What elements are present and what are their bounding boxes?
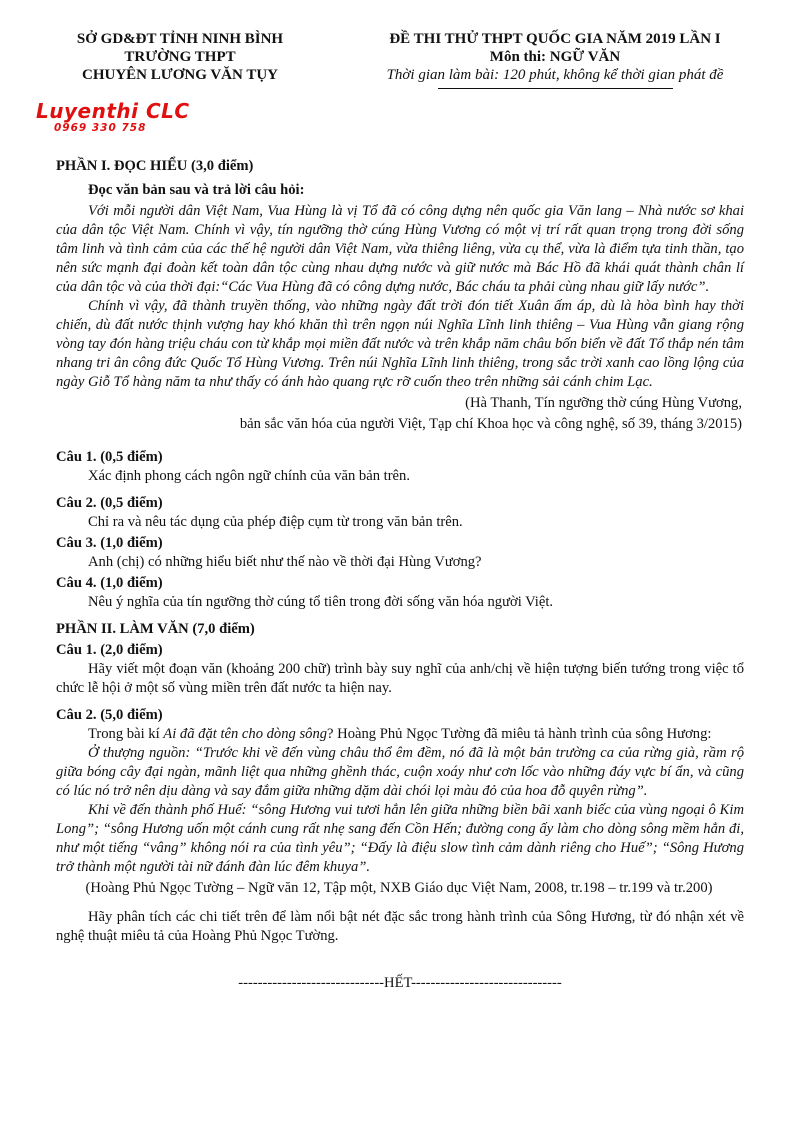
department-name: SỞ GD&ĐT TỈNH NINH BÌNH [76, 31, 284, 47]
part1-question-2-label: Câu 2. (0,5 điểm) [56, 495, 163, 511]
reading-citation-line2: bản sắc văn hóa của người Việt, Tạp chí Khoa học và công nghệ, số 39, tháng 3/2015) [239, 416, 742, 432]
part2-question-2-label: Câu 2. (5,0 điểm) [56, 707, 163, 723]
logo-name: Luyenthi CLC [36, 99, 190, 123]
exam-info-block [330, 30, 780, 89]
reading-citation-line1: (Hà Thanh, Tín ngưỡng thờ cúng Hùng Vương, [465, 395, 742, 411]
part1-instruction: Đọc văn bản sau và trả lời câu hỏi: [88, 182, 305, 198]
part2-citation: (Hoàng Phủ Ngọc Tường – Ngữ văn 12, Tập một, NXB Giáo dục Việt Nam, 2008, tr.198 – tr.199 và tr.200) [85, 880, 713, 896]
exam-title: ĐỀ THI THỬ THPT QUỐC GIA NĂM 2019 LẦN I [389, 31, 721, 47]
part2-quote-hue: Khi về đến thành phố Huế: “sông Hương vui tươi hẳn lên giữa những biền bãi xanh biếc của vùng ngoại ô Kim Long”; “sông Hương uốn một cánh cung rất nhẹ sang đến Cồn Hến; đường cong ấy làm cho dòng sông mềm hẳn đi, như một tiếng “vâng” không nói ra của tình yêu”; “Đấy là điệu slow tình cảm dành riêng cho Huế”; “Sông Hương trở thành một người tài nữ đánh đàn lúc đêm khuya”. [56, 802, 744, 875]
part2-task: Hãy phân tích các chi tiết trên để làm nổi bật nét đặc sắc trong hành trình của Sông Hương, từ đó nhận xét về nghệ thuật miêu tả của Hoàng Phủ Ngọc Tường. [56, 909, 744, 944]
part1-question-1-text: Xác định phong cách ngôn ngữ chính của văn bản trên. [88, 468, 410, 484]
part1-question-3-text: Anh (chị) có những hiểu biết như thế nào về thời đại Hùng Vương? [88, 554, 482, 570]
header-divider [438, 88, 673, 89]
part1-question-2-text: Chỉ ra và nêu tác dụng của phép điệp cụm từ trong văn bản trên. [88, 514, 463, 530]
watermark-logo [36, 100, 236, 134]
exam-content [56, 157, 744, 993]
part1-question-3-label: Câu 3. (1,0 điểm) [56, 535, 163, 551]
exam-time: Thời gian làm bài: 120 phút, không kể thời gian phát đề [386, 67, 724, 83]
reading-paragraph-2: Chính vì vậy, đã thành truyền thống, vào những ngày đất trời đón tiết Xuân ấm áp, dù là hòa bình hay thời chiến, dù đất nước thịnh vượng hay khó khăn thì trên ngọn núi Nghĩa Lĩnh linh thiêng – Vua Hùng vẫn giang rộng vòng tay đón hàng triệu cháu con từ khắp mọi miền đất nước và trên khắp năm châu bốn biển về đất Tổ thắp nén tâm nhang tri ân công đức Quốc Tổ Hùng Vương. Trên núi Nghĩa Lĩnh linh thiêng, trong sắc trời xanh cao lồng lộng của ngày Giỗ Tổ hàng năm ta như thấy có ánh hào quang rực rỡ cuốn theo trên những sải cánh chim Lạc. [56, 298, 744, 390]
intro-text-a: Trong bài kí [88, 726, 164, 742]
part1-question-1-label: Câu 1. (0,5 điểm) [56, 449, 163, 465]
end-marker: ------------------------------HẾT------------------------------- [238, 975, 562, 991]
part2-question-2-intro [56, 725, 744, 744]
part2-heading: PHẦN II. LÀM VĂN (7,0 điểm) [56, 621, 255, 637]
school-type: TRƯỜNG THPT [124, 49, 236, 65]
logo-phone: 0969 330 758 [54, 122, 147, 134]
part1-question-4-label: Câu 4. (1,0 điểm) [56, 575, 163, 591]
exam-header [0, 30, 800, 110]
school-name: CHUYÊN LƯƠNG VĂN TỤY [82, 67, 278, 83]
part1-question-4-text: Nêu ý nghĩa của tín ngưỡng thờ cúng tổ tiên trong đời sống văn hóa người Việt. [88, 594, 554, 610]
part1-heading: PHẦN I. ĐỌC HIỂU (3,0 điểm) [56, 158, 254, 174]
part2-question-1-text: Hãy viết một đoạn văn (khoảng 200 chữ) trình bày suy nghĩ của anh/chị về hiện tượng biến tướng trong việc tổ chức lễ hội ở một số vùng miền trên đất nước ta hiện nay. [56, 661, 744, 696]
school-block [40, 30, 320, 84]
intro-text-b: ? Hoàng Phủ Ngọc Tường đã miêu tả hành trình của sông Hương: [327, 726, 712, 742]
part2-quote-upstream: Ở thượng nguồn: “Trước khi về đến vùng châu thổ êm đềm, nó đã là một bản trường ca của rừng già, rầm rộ giữa bóng cây đại ngàn, mãnh liệt qua những ghềnh thác, cuộn xoáy như cơn lốc vào những đáy vực bí ẩn, và cũng có lúc nó trở nên dịu dàng và say đắm giữa những dặm dài chói lọi màu đỏ của hoa đỗ quyên rừng”. [56, 745, 744, 799]
part2-question-1-label: Câu 1. (2,0 điểm) [56, 642, 163, 658]
essay-title: Ai đã đặt tên cho dòng sông [163, 726, 328, 742]
reading-paragraph-1: Với mỗi người dân Việt Nam, Vua Hùng là vị Tổ đã có công dựng nên quốc gia Văn lang – Nhà nước sơ khai của dân tộc Việt Nam. Chính vì vậy, tín ngưỡng thờ cúng Hùng Vương có một vị trí rất quan trọng trong đời sống tâm linh và tình cảm của các thế hệ người dân Việt Nam, vừa thiêng liêng, vừa cụ thể, vừa là điểm tựa tinh thần, tạo nên sức mạnh đại đoàn kết toàn dân tộc cùng nhau dựng nước và giữ nước mà Bác Hồ đã khái quát thành chân lí của dân tộc và của thời đại:“Các Vua Hùng đã có công dựng nước, Bác cháu ta phải cùng nhau giữ lấy nước”. [56, 203, 744, 295]
exam-subject: Môn thi: NGỮ VĂN [489, 49, 621, 65]
